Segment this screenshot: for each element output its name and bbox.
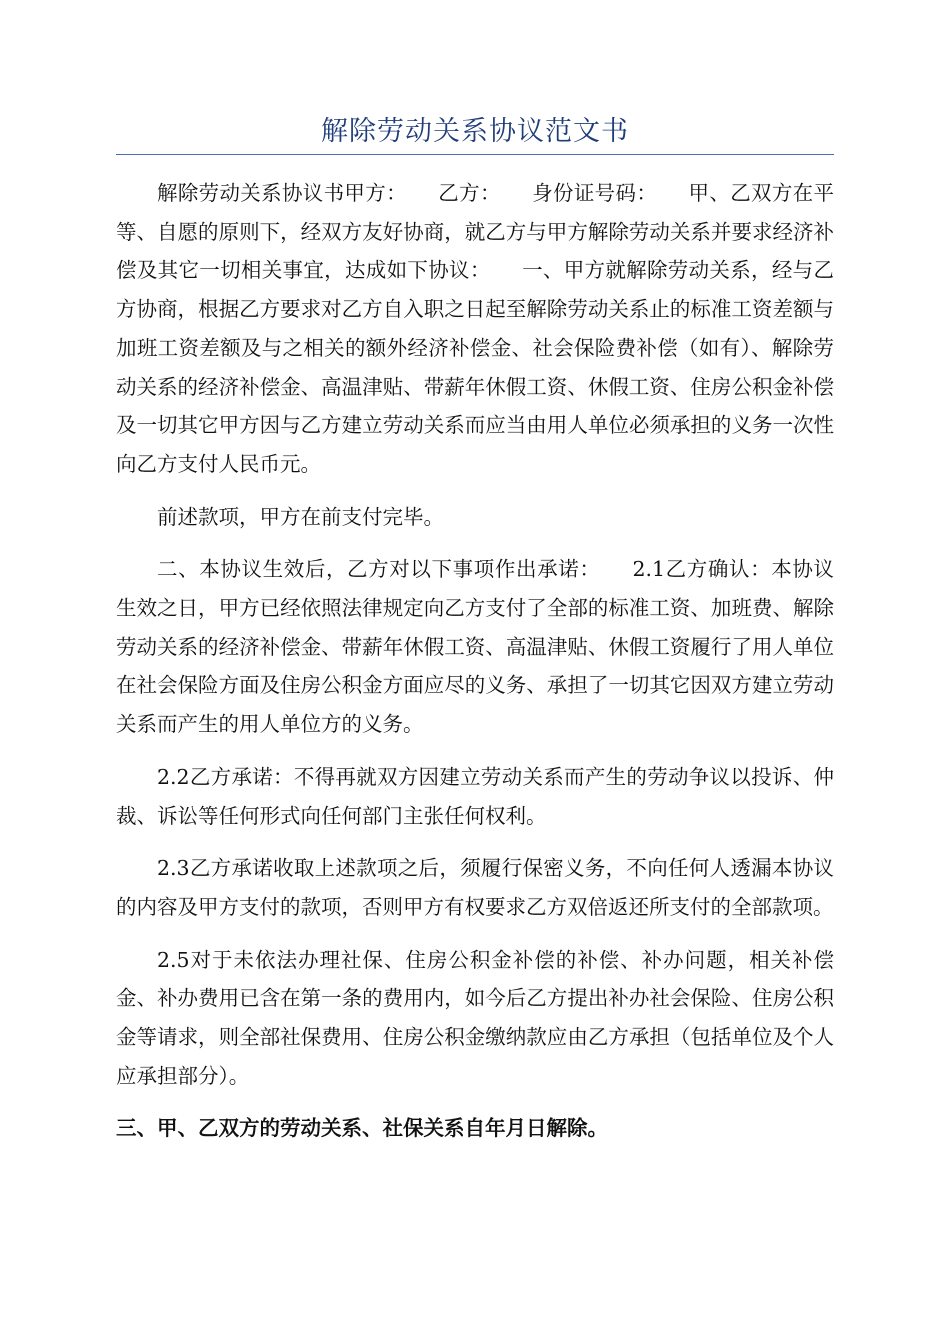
paragraph-clause-2-5: 2.5对于未依法办理社保、住房公积金补偿的补偿、补办问题，相关补偿金、补办费用已含在第一条的费用内，如今后乙方提出补办社会保险、住房公积金等请求，则全部社保费用、住房公积金缴纳款应由乙方承担（包括单位及个人应承担部分）。 <box>116 947 834 1088</box>
section-three-heading: 三、甲、乙双方的劳动关系、社保关系自年月日解除。 <box>116 1116 608 1141</box>
document-title: 解除劳动关系协议范文书 <box>321 116 629 147</box>
title-underline <box>116 154 834 155</box>
paragraph-payment-deadline: 前述款项，甲方在前支付完毕。 <box>157 504 444 529</box>
paragraph-clause-2-3: 2.3乙方承诺收取上述款项之后，须履行保密义务，不向任何人透漏本协议的内容及甲方支付的款项，否则甲方有权要求乙方双倍返还所支付的全部款项。 <box>116 856 834 919</box>
document-body <box>116 174 834 1162</box>
paragraph-clause-2-2: 2.2乙方承诺：不得再就双方因建立劳动关系而产生的劳动争议以投诉、仲裁、诉讼等任何形式向任何部门主张任何权利。 <box>116 764 834 828</box>
paragraph-opening: 解除劳动关系协议书甲方： 乙方： 身份证号码： 甲、乙双方在平等、自愿的原则下，经双方友好协商，就乙方与甲方解除劳动关系并要求经济补偿及其它一切相关事宜，达成如下协议： 一、甲方就解除劳动关系，经与乙方协商，根据乙方要求对乙方自入职之日起至解除劳动关系止的标准工资差额与加班工资差额及与之相关的额外经济补偿金、社会保险费补偿（如有）、解除劳动关系的经济补偿金、高温津贴、带薪年休假工资、休假工资、住房公积金补偿及一切其它甲方因与乙方建立劳动关系而应当由用人单位必须承担的义务一次性向乙方支付人民币元。 <box>116 181 834 476</box>
paragraph-section-two: 二、本协议生效后，乙方对以下事项作出承诺： 2.1乙方确认：本协议生效之日，甲方已经依照法律规定向乙方支付了全部的标准工资、加班费、解除劳动关系的经济补偿金、带薪年休假工资、高温津贴、休假工资履行了用人单位在社会保险方面及住房公积金方面应尽的义务、承担了一切其它因双方建立劳动关系而产生的用人单位方的义务。 <box>116 557 834 737</box>
